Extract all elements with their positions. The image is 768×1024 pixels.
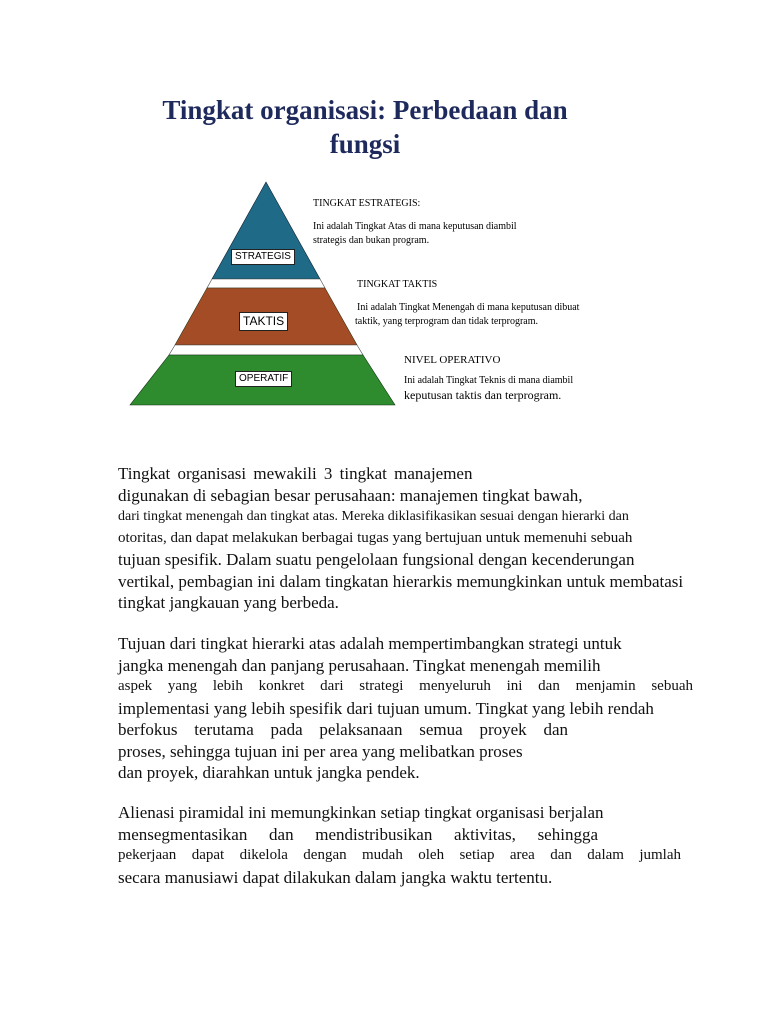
paragraph-1 — [118, 463, 728, 614]
annotation-line: Ini adalah Tingkat Menengah di mana keputusan dibuat — [357, 302, 580, 313]
paragraph-line: secara manusiawi dapat dilakukan dalam jangka waktu tertentu. — [118, 867, 553, 887]
annotation-taktis — [357, 278, 579, 329]
annotation-heading: TINGKAT ESTRATEGIS: — [313, 198, 421, 209]
pyramid-label-strategis: STRATEGIS — [231, 249, 295, 265]
paragraph-line: Tujuan dari tingkat hierarki atas adalah mempertimbangkan strategi untuk — [118, 634, 622, 653]
annotation-strategis — [313, 197, 517, 248]
pyramid-label-operatif: OPERATIF — [235, 371, 292, 387]
paragraph-line: digunakan di sebagian besar perusahaan: manajemen tingkat bawah, — [118, 485, 583, 505]
paragraph-line: Alienasi piramidal ini memungkinkan setiap tingkat organisasi berjalan — [118, 803, 604, 822]
annotation-line: keputusan taktis dan terprogram. — [404, 388, 562, 402]
title-line-2: fungsi — [329, 129, 401, 159]
paragraph-2 — [118, 633, 728, 784]
annotation-operatif — [404, 353, 573, 402]
paragraph-line: otoritas, dan dapat melakukan berbagai tugas yang bertujuan untuk memenuhi sebuah — [118, 529, 633, 546]
paragraph-line: dan proyek, diarahkan untuk jangka pendek. — [118, 763, 420, 782]
title-line-1: Tingkat organisasi: Perbedaan dan — [162, 95, 568, 125]
paragraph-line: vertikal, pembagian ini dalam tingkatan hierarkis memungkinkan untuk membatasi — [118, 571, 684, 591]
pyramid-label-taktis: TAKTIS — [239, 312, 288, 331]
annotation-heading: TINGKAT TAKTIS — [357, 279, 438, 290]
pyramid-gap-2 — [169, 345, 363, 355]
paragraph-line: aspek yang lebih konkret dari strategi menyeluruh ini dan menjamin sebuah — [118, 678, 693, 694]
paragraph-line: dari tingkat menengah dan tingkat atas. Mereka diklasifikasikan sesuai dengan hierarki dan — [118, 509, 629, 524]
annotation-line: Ini adalah Tingkat Teknis di mana diambil — [404, 375, 574, 386]
paragraph-line: mensegmentasikan dan mendistribusikan aktivitas, sehingga — [118, 824, 598, 844]
annotation-line: taktik, yang terprogram dan tidak terprogram. — [355, 316, 538, 327]
paragraph-line: tingkat jangkauan yang berbeda. — [118, 593, 339, 612]
paragraph-line: Tingkat organisasi mewakili 3 tingkat manajemen — [118, 464, 473, 483]
paragraph-line: berfokus terutama pada pelaksanaan semua proyek dan — [118, 720, 568, 739]
annotation-line: Ini adalah Tingkat Atas di mana keputusan diambil — [313, 221, 517, 232]
pyramid-gap-1 — [207, 279, 325, 288]
paragraph-3 — [118, 802, 728, 888]
paragraph-line: tujuan spesifik. Dalam suatu pengelolaan fungsional dengan kecenderungan — [118, 550, 635, 569]
paragraph-line: implementasi yang lebih spesifik dari tujuan umum. Tingkat yang lebih rendah — [118, 698, 654, 718]
paragraph-line: jangka menengah dan panjang perusahaan. Tingkat menengah memilih — [118, 655, 601, 675]
paragraph-line: pekerjaan dapat dikelola dengan mudah oleh setiap area dan dalam jumlah — [118, 847, 681, 863]
annotation-heading: NIVEL OPERATIVO — [404, 354, 501, 366]
paragraph-line: proses, sehingga tujuan ini per area yang melibatkan proses — [118, 741, 523, 761]
annotation-line: strategis dan bukan program. — [313, 235, 430, 246]
